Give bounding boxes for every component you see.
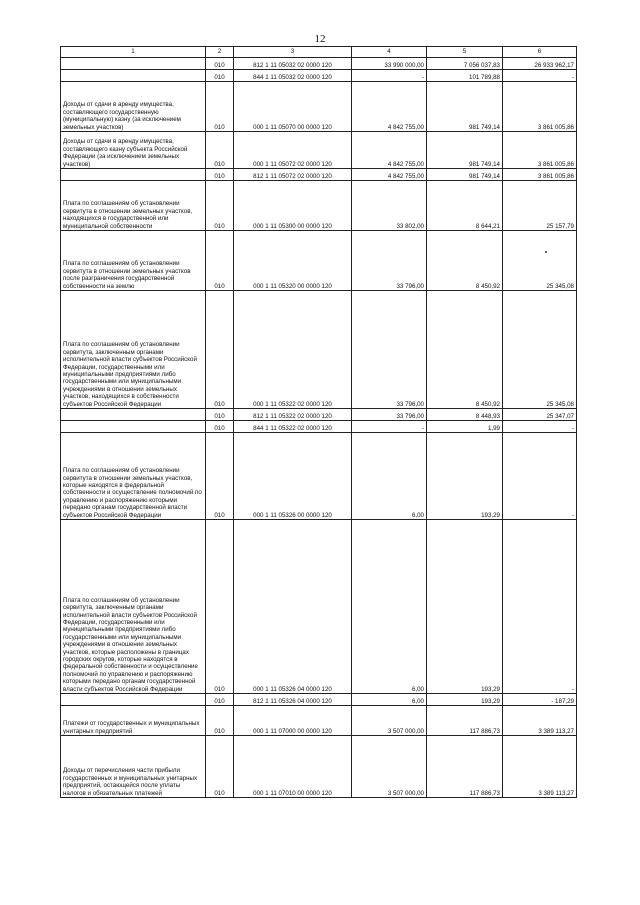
executed-amount-cell: 117 886,73: [427, 736, 503, 798]
executed-amount-cell: 193,29: [427, 520, 503, 694]
row-name-cell: Плата по соглашениям об установлении сервитута в отношении земельных участков после разграничения государственной собственности на землю: [61, 231, 206, 291]
table-row: [61, 409, 577, 421]
remaining-amount-cell: -: [503, 520, 577, 694]
budget-code-cell: 000 1 11 05320 00 0000 120: [234, 231, 352, 291]
revenue-table: [60, 46, 577, 798]
remaining-amount-cell: 26 933 962,17: [503, 58, 577, 70]
executed-amount-cell: 117 886,73: [427, 706, 503, 736]
budget-code-cell: 812 1 11 05032 02 0000 120: [234, 58, 352, 70]
row-name-cell: Платежи от государственных и муниципальных унитарных предприятий: [61, 706, 206, 736]
line-code-cell: 010: [206, 520, 234, 694]
row-name-cell: [61, 421, 206, 433]
line-code-cell: 010: [206, 694, 234, 706]
plan-amount-cell: 33 796,00: [352, 291, 427, 409]
row-name-cell: Плата по соглашениям об установлении сервитута в отношении земельных участков, которые находятся в федеральной собственности и осуществление полномочий по управлению и распоряжению которыми передано органам государственной власти субъектов Российской Федерации: [61, 433, 206, 520]
table-row: [61, 433, 577, 520]
line-code-cell: 010: [206, 58, 234, 70]
executed-amount-cell: 8 644,21: [427, 181, 503, 231]
budget-code-cell: 812 1 11 05322 02 0000 120: [234, 409, 352, 421]
scan-speck: [545, 251, 547, 253]
header-cell: 3: [234, 47, 352, 58]
line-code-cell: 010: [206, 231, 234, 291]
executed-amount-cell: 981 749,14: [427, 169, 503, 181]
plan-amount-cell: 3 507 000,00: [352, 736, 427, 798]
executed-amount-cell: 981 749,14: [427, 132, 503, 169]
plan-amount-cell: 6,00: [352, 520, 427, 694]
row-name-cell: [61, 70, 206, 82]
remaining-amount-cell: -: [503, 433, 577, 520]
budget-code-cell: 000 1 11 05070 00 0000 120: [234, 82, 352, 132]
table-row: [61, 421, 577, 433]
remaining-amount-cell: 3 389 113,27: [503, 736, 577, 798]
table-row: [61, 694, 577, 706]
remaining-amount-cell: 25 345,08: [503, 291, 577, 409]
row-name-cell: [61, 694, 206, 706]
header-cell: 4: [352, 47, 427, 58]
table-row: [61, 82, 577, 132]
row-name-cell: [61, 169, 206, 181]
plan-amount-cell: 3 507 000,00: [352, 706, 427, 736]
remaining-amount-cell: -: [503, 421, 577, 433]
header-cell: 6: [503, 47, 577, 58]
header-cell: 1: [61, 47, 206, 58]
row-name-cell: Доходы от сдачи в аренду имущества, составляющего казну субъекта Российской Федерации (за исключением земельных участков): [61, 132, 206, 169]
row-name-cell: Плата по соглашениям об установлении сервитута, заключенным органами исполнительной власти субъектов Российской Федерации, государственными или муниципальными предприятиями либо государственными или муниципальными учреждениями в отношении земельных участков, находящихся в собственности субъектов Российской Федерации: [61, 291, 206, 409]
plan-amount-cell: 6,00: [352, 694, 427, 706]
table-row: [61, 70, 577, 82]
line-code-cell: 010: [206, 421, 234, 433]
table-row: [61, 520, 577, 694]
plan-amount-cell: 33 796,00: [352, 409, 427, 421]
line-code-cell: 010: [206, 82, 234, 132]
remaining-amount-cell: 3 861 005,86: [503, 132, 577, 169]
table-row: [61, 132, 577, 169]
remaining-amount-cell: 3 389 113,27: [503, 706, 577, 736]
remaining-amount-cell: 25 347,07: [503, 409, 577, 421]
table-row: [61, 231, 577, 291]
plan-amount-cell: 4 842 755,00: [352, 82, 427, 132]
plan-amount-cell: 4 842 755,00: [352, 132, 427, 169]
remaining-amount-cell: 3 861 005,86: [503, 82, 577, 132]
remaining-amount-cell: 25 157,79: [503, 181, 577, 231]
line-code-cell: 010: [206, 132, 234, 169]
executed-amount-cell: 101 789,88: [427, 70, 503, 82]
executed-amount-cell: 8 450,92: [427, 231, 503, 291]
remaining-amount-cell: -: [503, 70, 577, 82]
table-row: [61, 736, 577, 798]
budget-code-cell: 000 1 11 05322 02 0000 120: [234, 291, 352, 409]
executed-amount-cell: 8 450,92: [427, 291, 503, 409]
line-code-cell: 010: [206, 706, 234, 736]
executed-amount-cell: 7 056 037,83: [427, 58, 503, 70]
budget-code-cell: 000 1 11 05326 04 0000 120: [234, 520, 352, 694]
row-name-cell: Плата по соглашениям об установлении сервитута, заключенным органами исполнительной власти субъектов Российской Федерации, государственными или муниципальными предприятиями либо государственными или муниципальными учреждениями в отношении земельных участков, которые расположены в границах городских округов, которые находятся в федеральной собственности и осуществление полномочий по управлению и распоряжению которыми передано органам государственной власти субъектов Российской Федерации: [61, 520, 206, 694]
table-row: [61, 169, 577, 181]
plan-amount-cell: 4 842 755,00: [352, 169, 427, 181]
header-cell: 5: [427, 47, 503, 58]
budget-code-cell: 000 1 11 07010 00 0000 120: [234, 736, 352, 798]
line-code-cell: 010: [206, 181, 234, 231]
header-row: [61, 47, 577, 58]
row-name-cell: [61, 409, 206, 421]
executed-amount-cell: 8 448,93: [427, 409, 503, 421]
budget-code-cell: 812 1 11 05072 02 0000 120: [234, 169, 352, 181]
plan-amount-cell: 33 990 000,00: [352, 58, 427, 70]
plan-amount-cell: -: [352, 421, 427, 433]
line-code-cell: 010: [206, 736, 234, 798]
executed-amount-cell: 193,29: [427, 694, 503, 706]
executed-amount-cell: 981 749,14: [427, 82, 503, 132]
line-code-cell: 010: [206, 291, 234, 409]
table-row: [61, 181, 577, 231]
line-code-cell: 010: [206, 169, 234, 181]
row-name-cell: [61, 58, 206, 70]
line-code-cell: 010: [206, 409, 234, 421]
plan-amount-cell: 33 802,00: [352, 181, 427, 231]
row-name-cell: Доходы от сдачи в аренду имущества, составляющего государственную (муниципальную) казну (за исключением земельных участков): [61, 82, 206, 132]
budget-code-cell: 844 1 11 05032 02 0000 120: [234, 70, 352, 82]
line-code-cell: 010: [206, 70, 234, 82]
page-number: 12: [314, 33, 326, 45]
row-name-cell: Плата по соглашениям об установлении сервитута в отношении земельных участков, находящихся в государственной или муниципальной собственности: [61, 181, 206, 231]
row-name-cell: Доходы от перечисления части прибыли государственных и муниципальных унитарных предприятий, остающейся после уплаты налогов и обязательных платежей: [61, 736, 206, 798]
remaining-amount-cell: 3 861 005,86: [503, 169, 577, 181]
table-row: [61, 291, 577, 409]
budget-code-cell: 812 1 11 05326 04 0000 120: [234, 694, 352, 706]
header-cell: 2: [206, 47, 234, 58]
plan-amount-cell: -: [352, 70, 427, 82]
budget-code-cell: 000 1 11 07000 00 0000 120: [234, 706, 352, 736]
plan-amount-cell: 33 796,00: [352, 231, 427, 291]
line-code-cell: 010: [206, 433, 234, 520]
budget-code-cell: 000 1 11 05072 02 0000 120: [234, 132, 352, 169]
budget-code-cell: 000 1 11 05326 00 0000 120: [234, 433, 352, 520]
budget-code-cell: 000 1 11 05300 00 0000 120: [234, 181, 352, 231]
budget-code-cell: 844 1 11 05322 02 0000 120: [234, 421, 352, 433]
executed-amount-cell: 1,99: [427, 421, 503, 433]
remaining-amount-cell: 25 345,08: [503, 231, 577, 291]
table-row: [61, 706, 577, 736]
remaining-amount-cell: - 187,29: [503, 694, 577, 706]
table-row: [61, 58, 577, 70]
plan-amount-cell: 6,00: [352, 433, 427, 520]
executed-amount-cell: 193,29: [427, 433, 503, 520]
